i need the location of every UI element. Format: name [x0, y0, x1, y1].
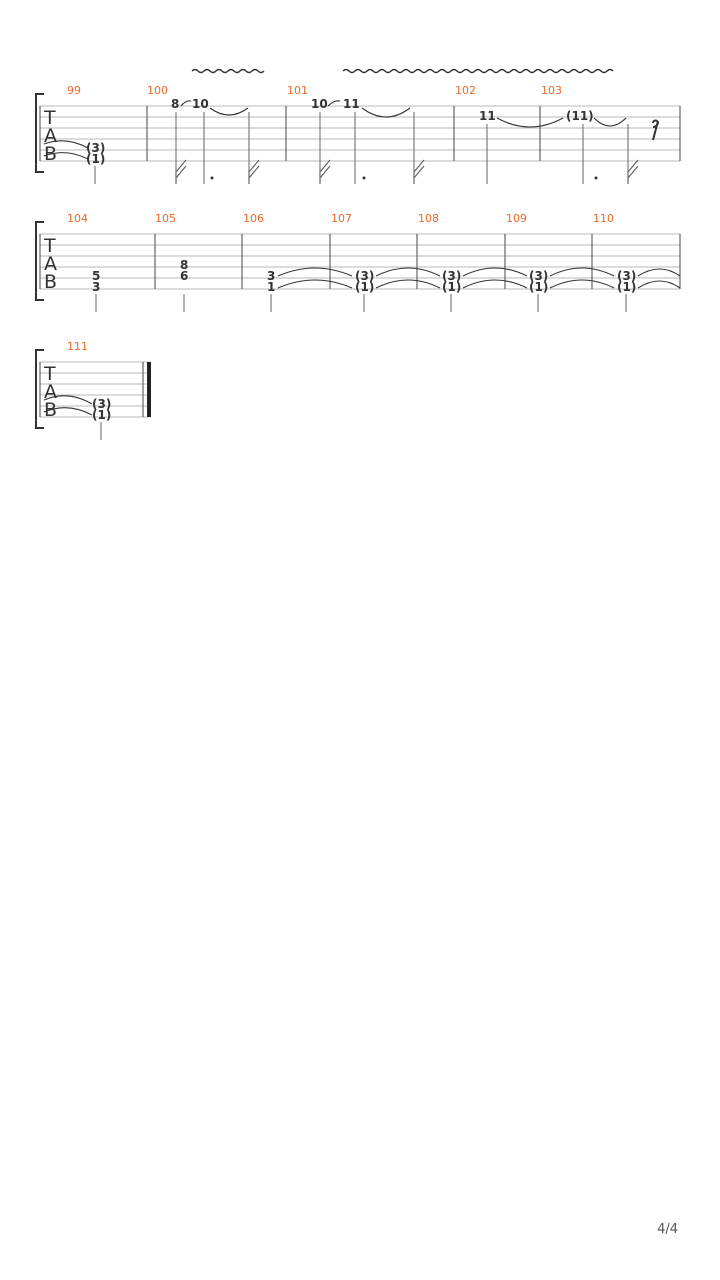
fret-number: (3)	[617, 269, 637, 283]
fret-number: 3	[267, 269, 276, 283]
fret-number: (3)	[355, 269, 375, 283]
note-flag	[320, 160, 330, 184]
note-flag	[628, 160, 638, 184]
tab-clef-a: A	[44, 253, 57, 275]
measure-number: 110	[593, 212, 614, 225]
fret-number: 8	[171, 97, 180, 111]
fret-number: 8	[180, 258, 189, 272]
fret-number: (1)	[617, 280, 637, 294]
tie	[463, 280, 527, 288]
system-3	[36, 340, 151, 440]
measure-number: 109	[506, 212, 527, 225]
fret-number: 5	[92, 269, 101, 283]
tie	[362, 108, 410, 117]
fret-number: (1)	[92, 408, 112, 422]
tab-clef-t: T	[44, 363, 56, 385]
tab-clef-b: B	[44, 271, 58, 293]
fret-number: 1	[267, 280, 276, 294]
tab-clef-b: B	[44, 399, 58, 421]
tie	[463, 268, 527, 276]
fret-number: (3)	[92, 397, 112, 411]
vibrato-marking	[192, 70, 264, 73]
tie	[210, 108, 248, 115]
measure-number: 105	[155, 212, 176, 225]
note-flag	[414, 160, 424, 184]
fret-number: 10	[192, 97, 209, 111]
tie	[550, 280, 614, 288]
system-1	[36, 70, 680, 185]
tie	[638, 269, 680, 276]
measure-number: 99	[67, 84, 81, 97]
fret-number: (1)	[355, 280, 375, 294]
slide-mark	[181, 101, 191, 106]
measure-number: 104	[67, 212, 88, 225]
fret-number: 10	[311, 97, 328, 111]
tie	[376, 280, 440, 288]
tab-clef-a: A	[44, 381, 57, 403]
measure-number: 108	[418, 212, 439, 225]
tie	[638, 281, 680, 288]
slide-mark	[328, 101, 340, 106]
fret-number: 6	[180, 269, 189, 283]
fret-number: 11	[479, 109, 496, 123]
fret-number: 3	[92, 280, 101, 294]
fret-number: (3)	[442, 269, 462, 283]
measure-number: 100	[147, 84, 168, 97]
measure-number: 107	[331, 212, 352, 225]
fret-number: (11)	[566, 109, 594, 123]
note-flag	[249, 160, 259, 184]
tab-clef-t: T	[44, 235, 56, 257]
measure-number: 106	[243, 212, 264, 225]
rest-symbol	[653, 121, 658, 141]
fret-number: (3)	[86, 141, 106, 155]
tab-clef-t: T	[44, 107, 56, 129]
tie	[278, 268, 352, 276]
page-number: 4/4	[657, 1222, 678, 1237]
fret-number: 11	[343, 97, 360, 111]
tab-clef-a: A	[44, 125, 57, 147]
measure-number: 101	[287, 84, 308, 97]
note-flag	[176, 160, 186, 184]
tie	[550, 268, 614, 276]
measure-number: 102	[455, 84, 476, 97]
fret-number: (1)	[86, 152, 106, 166]
system-2	[36, 212, 680, 312]
fret-number: (3)	[529, 269, 549, 283]
tie	[594, 118, 626, 126]
tie	[497, 118, 563, 127]
dot	[595, 177, 598, 180]
dot	[211, 177, 214, 180]
measure-number: 103	[541, 84, 562, 97]
vibrato-marking	[343, 70, 613, 73]
tie	[278, 280, 352, 288]
tab-clef-b: B	[44, 143, 58, 165]
tie	[376, 268, 440, 276]
final-barline-thick	[147, 362, 151, 417]
dot	[363, 177, 366, 180]
measure-number: 111	[67, 340, 88, 353]
fret-number: (1)	[529, 280, 549, 294]
fret-number: (1)	[442, 280, 462, 294]
